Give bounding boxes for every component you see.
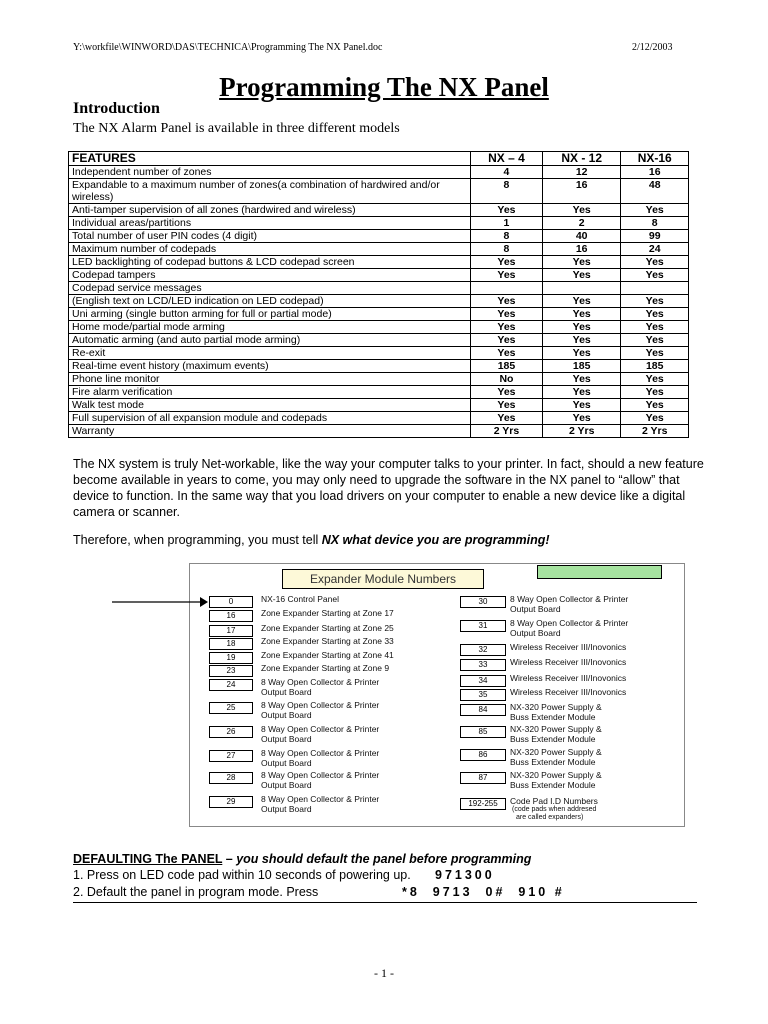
feature-value-cell: Yes <box>542 308 621 321</box>
expander-label-line1: Zone Expander Starting at Zone 25 <box>261 623 394 633</box>
expander-label <box>510 796 598 822</box>
expander-number: 192-255 <box>460 798 506 810</box>
expander-number: 31 <box>460 620 506 632</box>
feature-name-cell: Walk test mode <box>69 399 471 412</box>
feature-name-cell: Expandable to a maximum number of zones(a combination of hardwired and/or wireless) <box>69 179 471 204</box>
feature-value-cell: Yes <box>542 321 621 334</box>
feature-name-cell: Maximum number of codepads <box>69 243 471 256</box>
expander-label-line2: Buss Extender Module <box>510 757 596 767</box>
expander-label-line2: Buss Extender Module <box>510 780 596 790</box>
expander-label-line1: Zone Expander Starting at Zone 9 <box>261 663 390 673</box>
feature-value-cell: Yes <box>542 412 621 425</box>
table-row <box>69 425 689 438</box>
defaulting-title: DEFAULTING The PANEL <box>73 852 223 866</box>
expander-number: 19 <box>209 652 253 664</box>
expander-number: 27 <box>209 750 253 762</box>
features-header-row <box>69 152 689 166</box>
expander-number: 23 <box>209 665 253 677</box>
expander-label-line2: Output Board <box>261 758 312 768</box>
feature-value-cell: 2 Yrs <box>621 425 689 438</box>
expander-label-line2: Output Board <box>261 804 312 814</box>
arrow-right-icon <box>112 595 208 609</box>
expander-label-line1: 8 Way Open Collector & Printer <box>510 618 629 628</box>
feature-name-cell: Total number of user PIN codes (4 digit) <box>69 230 471 243</box>
table-row <box>69 179 689 204</box>
feature-value-cell: Yes <box>621 412 689 425</box>
netwkable-paragraph: The NX system is truly Net-workable, like the way your computer talks to your printer. In fact, should a new feature become available in years to come, you may only need to upgrade the software in the NX panel to “allow” that device to function. In the same way that you load drivers on your computer to enable a new device like a digital camera or scanner. <box>73 457 704 519</box>
expander-label <box>510 702 602 722</box>
expander-label-line1: NX-16 Control Panel <box>261 594 339 604</box>
feature-name-cell: (English text on LCD/LED indication on LED codepad) <box>69 295 471 308</box>
expander-label <box>510 618 628 638</box>
feature-value-cell: Yes <box>621 386 689 399</box>
feature-value-cell: Yes <box>542 347 621 360</box>
green-highlight-box <box>537 565 662 579</box>
feature-value-cell: 16 <box>542 179 621 204</box>
defaulting-dash: – <box>222 852 237 866</box>
expander-label-line1: 8 Way Open Collector & Printer <box>261 700 380 710</box>
feature-value-cell: Yes <box>621 347 689 360</box>
expander-number: 35 <box>460 689 506 701</box>
feature-value-cell: 2 Yrs <box>542 425 621 438</box>
feature-name-cell: Warranty <box>69 425 471 438</box>
feature-value-cell: Yes <box>471 386 543 399</box>
feature-value-cell: Yes <box>471 347 543 360</box>
table-row <box>69 256 689 269</box>
step-1: 1. Press on LED code pad within 10 seconds of powering up. <box>73 868 411 882</box>
feature-value-cell: 16 <box>621 166 689 179</box>
expander-label-line2: Output Board <box>510 604 561 614</box>
page-title: Programming The NX Panel <box>219 72 549 102</box>
feature-value-cell: Yes <box>471 334 543 347</box>
header-nx4: NX – 4 <box>471 152 543 166</box>
feature-name-cell: Anti-tamper supervision of all zones (hardwired and wireless) <box>69 204 471 217</box>
feature-name-cell: Home mode/partial mode arming <box>69 321 471 334</box>
header-nx12: NX - 12 <box>542 152 621 166</box>
expander-label <box>510 594 628 614</box>
expander-number: 85 <box>460 726 506 738</box>
step-2-code: *8 9713 0# 910 # <box>402 885 565 899</box>
expander-label <box>510 657 626 667</box>
features-table-body <box>69 166 689 438</box>
expander-label <box>261 594 339 604</box>
document-date: 2/12/2003 <box>632 42 673 53</box>
feature-value-cell: 99 <box>621 230 689 243</box>
expander-label <box>510 747 602 767</box>
feature-value-cell: Yes <box>471 204 543 217</box>
feature-value-cell: Yes <box>621 269 689 282</box>
feature-name-cell: Individual areas/partitions <box>69 217 471 230</box>
expander-label-line1: NX-320 Power Supply & <box>510 724 602 734</box>
feature-value-cell <box>621 282 689 295</box>
expander-label <box>510 673 626 683</box>
expander-label-line1: Zone Expander Starting at Zone 33 <box>261 636 394 646</box>
feature-value-cell: Yes <box>621 295 689 308</box>
feature-value-cell: Yes <box>621 373 689 386</box>
feature-value-cell: 8 <box>471 243 543 256</box>
expander-number: 26 <box>209 726 253 738</box>
table-row <box>69 399 689 412</box>
feature-value-cell: 16 <box>542 243 621 256</box>
expander-label <box>261 700 379 720</box>
expander-label <box>261 724 379 744</box>
table-row <box>69 230 689 243</box>
table-row <box>69 282 689 295</box>
expander-label <box>261 748 379 768</box>
feature-value-cell: Yes <box>542 373 621 386</box>
feature-value-cell: 8 <box>471 179 543 204</box>
feature-value-cell: 185 <box>542 360 621 373</box>
intro-heading: Introduction <box>73 100 160 117</box>
feature-value-cell: Yes <box>471 256 543 269</box>
intro-text: The NX Alarm Panel is available in three different models <box>73 121 400 136</box>
feature-value-cell: 185 <box>621 360 689 373</box>
table-row <box>69 386 689 399</box>
header-nx16: NX-16 <box>621 152 689 166</box>
expander-label <box>261 650 394 660</box>
feature-name-cell: Automatic arming (and auto partial mode arming) <box>69 334 471 347</box>
table-row <box>69 308 689 321</box>
expander-number: 33 <box>460 659 506 671</box>
header-features: FEATURES <box>69 152 471 166</box>
feature-value-cell: Yes <box>542 204 621 217</box>
table-row <box>69 269 689 282</box>
expander-number: 17 <box>209 625 253 637</box>
expander-label <box>510 642 626 652</box>
expander-number: 0 <box>209 596 253 608</box>
expander-label-line1: 8 Way Open Collector & Printer <box>261 748 380 758</box>
feature-value-cell: Yes <box>542 399 621 412</box>
expander-label-line1: 8 Way Open Collector & Printer <box>510 594 629 604</box>
feature-value-cell: Yes <box>621 308 689 321</box>
expander-label-line2: Buss Extender Module <box>510 734 596 744</box>
expander-label-line1: Wireless Receiver III/Inovonics <box>510 673 627 683</box>
expander-note-line2: are called expanders) <box>516 814 584 821</box>
expander-label-line1: 8 Way Open Collector & Printer <box>261 677 380 687</box>
expander-number: 28 <box>209 772 253 784</box>
expander-label <box>261 770 379 790</box>
expander-label-line1: 8 Way Open Collector & Printer <box>261 724 380 734</box>
feature-value-cell: Yes <box>542 386 621 399</box>
expander-number: 25 <box>209 702 253 714</box>
feature-value-cell: 2 Yrs <box>471 425 543 438</box>
expander-label-line2: Output Board <box>261 780 312 790</box>
expander-label <box>261 794 379 814</box>
features-table <box>68 151 689 438</box>
feature-value-cell: Yes <box>471 321 543 334</box>
table-row <box>69 204 689 217</box>
table-row <box>69 412 689 425</box>
table-row <box>69 243 689 256</box>
expander-label-line1: Code Pad I.D Numbers <box>510 796 598 806</box>
feature-value-cell <box>471 282 543 295</box>
expander-label <box>510 687 626 697</box>
feature-value-cell: Yes <box>471 308 543 321</box>
feature-name-cell: Full supervision of all expansion module and codepads <box>69 412 471 425</box>
feature-value-cell: Yes <box>621 256 689 269</box>
expander-label-line1: Wireless Receiver III/Inovonics <box>510 657 627 667</box>
feature-value-cell: 12 <box>542 166 621 179</box>
expander-label <box>510 724 602 744</box>
expander-label <box>261 623 394 633</box>
expander-number: 32 <box>460 644 506 656</box>
defaulting-heading <box>73 852 531 866</box>
expander-number: 29 <box>209 796 253 808</box>
feature-name-cell: Independent number of zones <box>69 166 471 179</box>
feature-name-cell: Re-exit <box>69 347 471 360</box>
feature-value-cell: Yes <box>542 256 621 269</box>
feature-value-cell: 185 <box>471 360 543 373</box>
expander-number: 18 <box>209 638 253 650</box>
feature-value-cell: Yes <box>621 334 689 347</box>
feature-value-cell: 2 <box>542 217 621 230</box>
expander-label-line1: 8 Way Open Collector & Printer <box>261 794 380 804</box>
feature-name-cell: LED backlighting of codepad buttons & LCD codepad screen <box>69 256 471 269</box>
expander-label <box>510 770 602 790</box>
table-row <box>69 347 689 360</box>
expander-label <box>261 677 379 697</box>
expander-label-line1: NX-320 Power Supply & <box>510 702 602 712</box>
expander-label-line1: NX-320 Power Supply & <box>510 770 602 780</box>
feature-value-cell: 24 <box>621 243 689 256</box>
expander-number: 84 <box>460 704 506 716</box>
feature-value-cell: Yes <box>621 321 689 334</box>
divider-line <box>73 902 697 903</box>
feature-value-cell: 8 <box>471 230 543 243</box>
feature-value-cell: 4 <box>471 166 543 179</box>
expander-label-line2: Output Board <box>261 734 312 744</box>
feature-name-cell: Phone line monitor <box>69 373 471 386</box>
expander-title: Expander Module Numbers <box>282 569 484 589</box>
feature-name-cell: Codepad service messages <box>69 282 471 295</box>
expander-label-line2: Output Board <box>261 710 312 720</box>
feature-value-cell: Yes <box>471 412 543 425</box>
expander-label-line2: Output Board <box>510 628 561 638</box>
feature-value-cell: Yes <box>621 399 689 412</box>
expander-number: 30 <box>460 596 506 608</box>
feature-value-cell: Yes <box>542 295 621 308</box>
expander-label <box>261 636 394 646</box>
step-2: 2. Default the panel in program mode. Press <box>73 885 319 899</box>
table-row <box>69 334 689 347</box>
feature-value-cell: Yes <box>542 334 621 347</box>
feature-name-cell: Codepad tampers <box>69 269 471 282</box>
table-row <box>69 360 689 373</box>
table-row <box>69 295 689 308</box>
expander-note-line1: (code pads when addresed <box>512 806 597 813</box>
expander-number: 86 <box>460 749 506 761</box>
feature-value-cell: 1 <box>471 217 543 230</box>
expander-label-line1: 8 Way Open Collector & Printer <box>261 770 380 780</box>
expander-label-line1: Wireless Receiver III/Inovonics <box>510 687 627 697</box>
page-number: - 1 - <box>374 966 394 980</box>
expander-number: 87 <box>460 772 506 784</box>
programming-note-emphasis: NX what device you are programming! <box>321 533 550 547</box>
feature-value-cell: Yes <box>621 204 689 217</box>
feature-name-cell: Fire alarm verification <box>69 386 471 399</box>
feature-value-cell: Yes <box>471 399 543 412</box>
defaulting-subtitle: you should default the panel before programming <box>236 852 532 866</box>
feature-value-cell: 48 <box>621 179 689 204</box>
feature-value-cell: Yes <box>471 295 543 308</box>
expander-number: 24 <box>209 679 253 691</box>
feature-value-cell: Yes <box>471 269 543 282</box>
feature-name-cell: Real-time event history (maximum events) <box>69 360 471 373</box>
feature-name-cell: Uni arming (single button arming for full or partial mode) <box>69 308 471 321</box>
expander-label-line1: Zone Expander Starting at Zone 41 <box>261 650 394 660</box>
table-row <box>69 373 689 386</box>
table-row <box>69 321 689 334</box>
expander-number: 34 <box>460 675 506 687</box>
expander-label-line1: Wireless Receiver III/Inovonics <box>510 642 627 652</box>
expander-label-line1: Zone Expander Starting at Zone 17 <box>261 608 394 618</box>
feature-value-cell <box>542 282 621 295</box>
feature-value-cell: 40 <box>542 230 621 243</box>
feature-value-cell: No <box>471 373 543 386</box>
table-row <box>69 166 689 179</box>
expander-number: 16 <box>209 610 253 622</box>
programming-note <box>73 532 713 548</box>
expander-label-line2: Buss Extender Module <box>510 712 596 722</box>
step-1-code: 971300 <box>435 868 495 882</box>
expander-label-line1: NX-320 Power Supply & <box>510 747 602 757</box>
expander-label <box>261 663 389 673</box>
programming-note-prefix: Therefore, when programming, you must tell <box>73 533 322 547</box>
expander-label <box>261 608 394 618</box>
feature-value-cell: 8 <box>621 217 689 230</box>
feature-value-cell: Yes <box>542 269 621 282</box>
expander-label-line2: Output Board <box>261 687 312 697</box>
document-path: Y:\workfile\WINWORD\DAS\TECHNICA\Programming The NX Panel.doc <box>73 42 383 53</box>
table-row <box>69 217 689 230</box>
